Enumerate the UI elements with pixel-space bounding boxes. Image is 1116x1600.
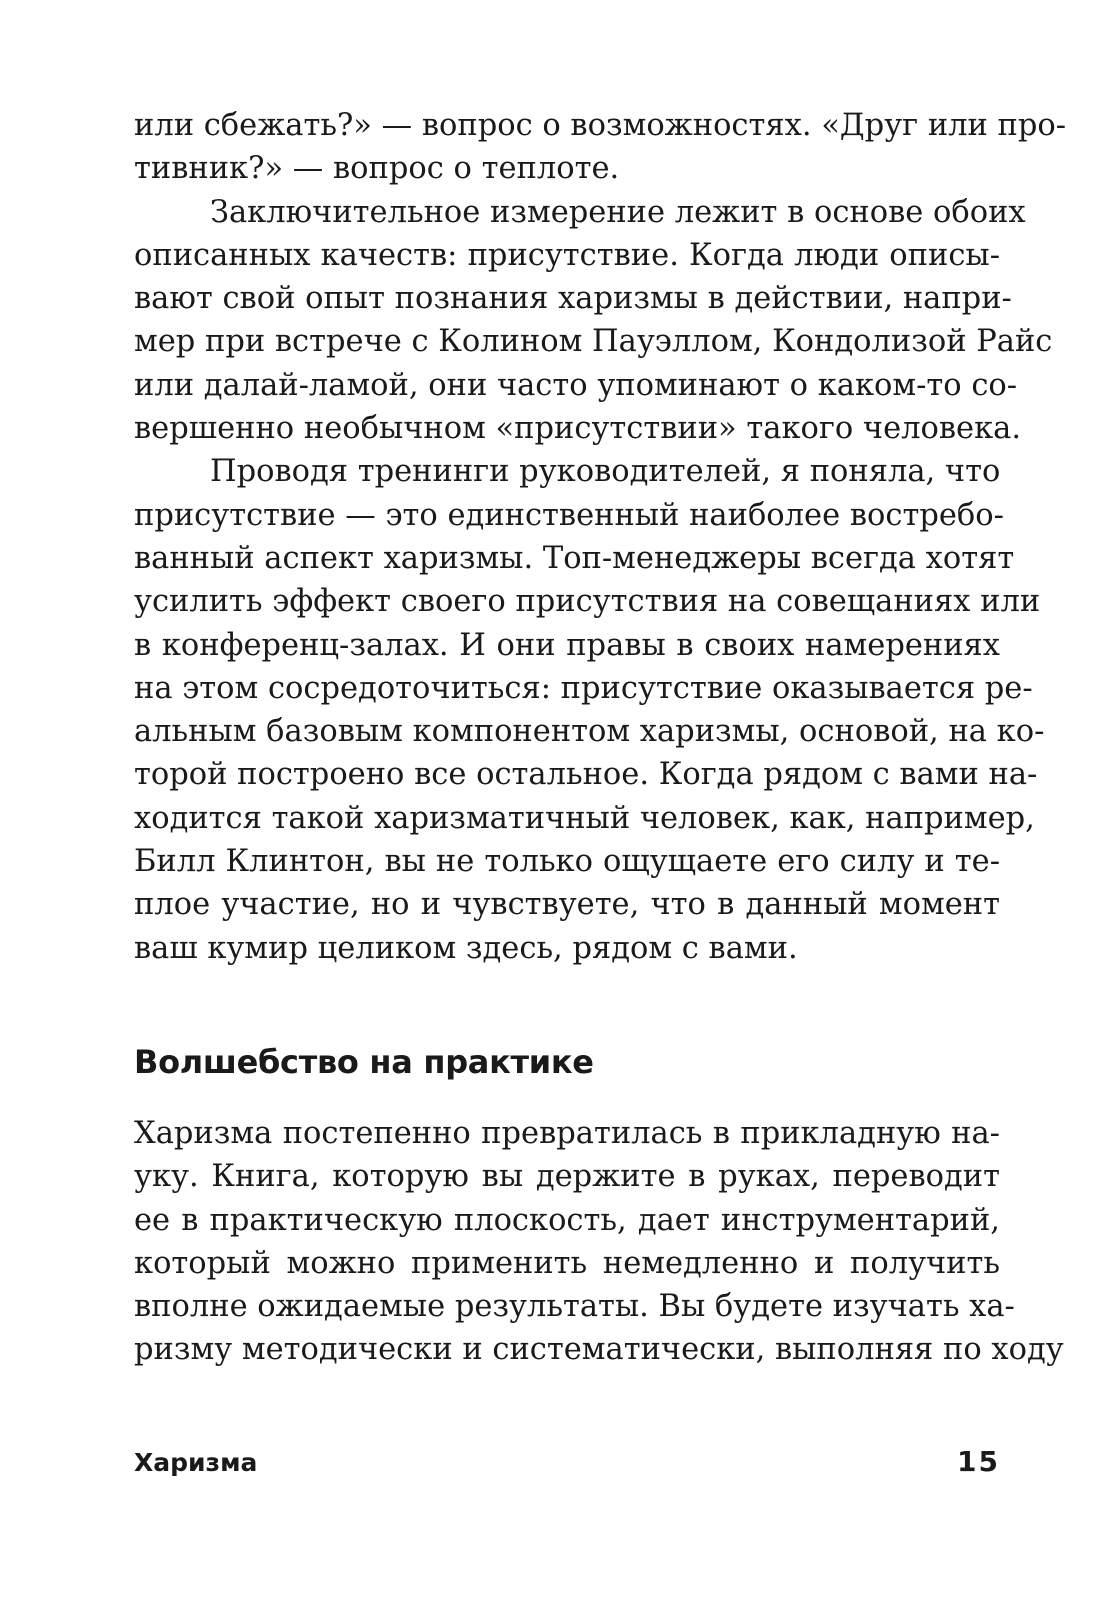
text-line: вают свой опыт познания харизмы в действии, напри-: [134, 281, 1012, 317]
text-line: или далай-ламой, они часто упоминают о каком-то со-: [134, 367, 1018, 403]
section-text: [134, 1112, 1064, 1372]
text-line: альным базовым компонентом харизмы, основой, на ко-: [134, 714, 1045, 750]
text-line: Заключительное измерение лежит в основе обоих: [210, 194, 1026, 230]
text-line: на этом сосредоточиться: присутствие оказывается ре-: [134, 670, 1033, 706]
text-line: ваш кумир целиком здесь, рядом с вами.: [134, 930, 798, 966]
text-line: Билл Клинтон, вы не только ощущаете его силу и те-: [134, 844, 1000, 880]
text-line: плое участие, но и чувствуете, что в данный момент: [134, 887, 1000, 923]
body-text: [134, 104, 1067, 970]
text-line: Проводя тренинги руководителей, я поняла, что: [210, 454, 1001, 490]
section-heading: Волшебство на практике: [134, 1043, 594, 1081]
page-number: 15: [957, 1445, 1000, 1478]
text-line: ходится такой харизматичный человек, как, например,: [134, 800, 1035, 836]
text-line: вполне ожидаемые результаты. Вы будете изучать ха-: [134, 1289, 1015, 1325]
text-line: торой построено все остальное. Когда рядом с вами на-: [134, 757, 1038, 793]
text-line: или сбежать?» — вопрос о возможностях. «Друг или про-: [134, 108, 1067, 143]
text-line: ризму методически и систематически, выполняя по ходу: [134, 1332, 1064, 1368]
text-line: вершенно необычном «присутствии» такого человека.: [134, 411, 1022, 447]
text-line: уку. Книга, которую вы держите в руках, переводит: [134, 1159, 1000, 1195]
text-line: ее в практическую плоскость, дает инструментарий,: [134, 1202, 1000, 1238]
text-line: в конференц-залах. И они правы в своих намерениях: [134, 627, 1000, 663]
text-line: мер при встрече с Колином Пауэллом, Кондолизой Райс: [134, 324, 1053, 360]
text-line: описанных качеств: присутствие. Когда люди описы-: [134, 237, 1000, 273]
text-line: присутствие — это единственный наиболее востребо-: [134, 497, 1004, 533]
text-line: который можно применить немедленно и получить: [134, 1245, 1000, 1281]
text-line: усилить эффект своего присутствия на совещаниях или: [134, 584, 1041, 620]
text-line: тивник?» — вопрос о теплоте.: [134, 151, 620, 187]
running-title: Харизма: [134, 1448, 258, 1477]
text-line: ванный аспект харизмы. Топ-менеджеры всегда хотят: [134, 540, 1015, 576]
text-line: Харизма постепенно превратилась в прикладную на-: [134, 1116, 1000, 1151]
